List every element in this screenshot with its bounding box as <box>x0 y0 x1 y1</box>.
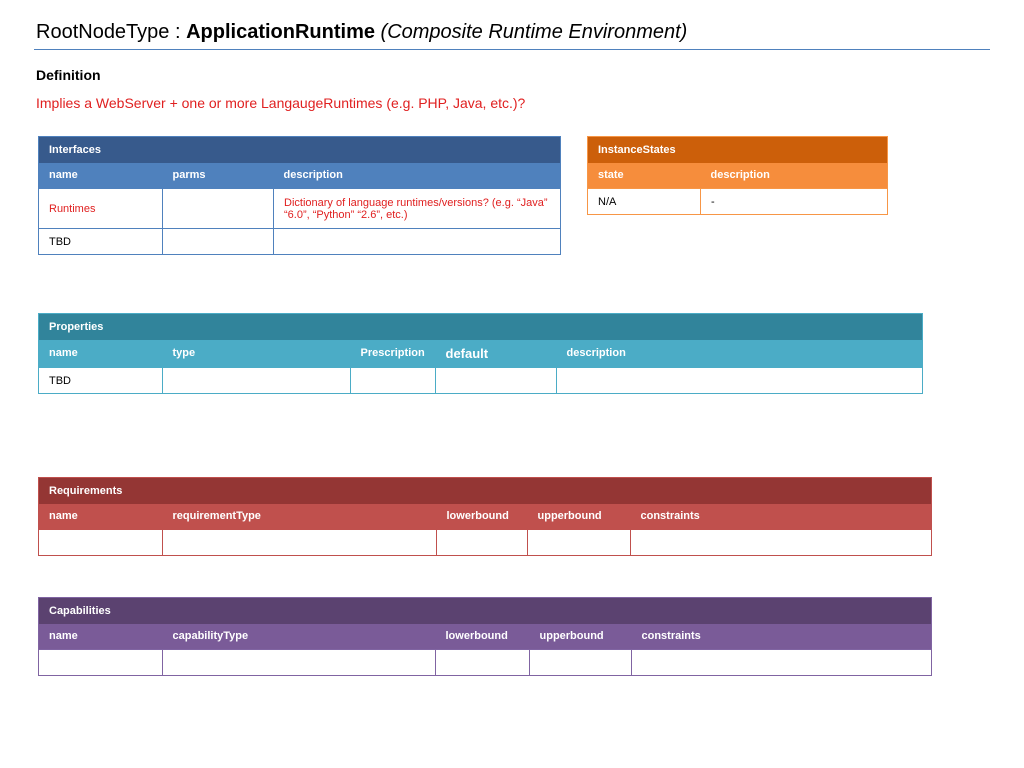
properties-title-row <box>39 314 923 340</box>
title-node-type-name: ApplicationRuntime <box>186 21 375 43</box>
table-row <box>39 189 561 229</box>
table-cell <box>557 368 923 394</box>
table-cell <box>436 368 557 394</box>
requirements-header-row <box>39 504 932 530</box>
column-header: lowerbound <box>436 624 530 650</box>
table-cell <box>351 368 436 394</box>
interfaces-table <box>38 136 561 255</box>
table-row <box>588 189 888 215</box>
properties-table <box>38 313 923 394</box>
table-cell: - <box>701 189 888 215</box>
definition-text: Implies a WebServer + one or more LangaugeRuntimes (e.g. PHP, Java, etc.)? <box>36 95 526 111</box>
table-cell <box>436 650 530 676</box>
table-cell <box>39 650 163 676</box>
column-header: name <box>39 504 163 530</box>
column-header: upperbound <box>530 624 632 650</box>
table-cell <box>163 368 351 394</box>
table-cell: N/A <box>588 189 701 215</box>
column-header: description <box>274 163 561 189</box>
capabilities-table <box>38 597 932 676</box>
requirements-table <box>38 477 932 556</box>
column-header: Prescription <box>351 340 436 368</box>
column-header: upperbound <box>528 504 631 530</box>
column-header: constraints <box>632 624 932 650</box>
instance-states-header-row <box>588 163 888 189</box>
instance-states-title: InstanceStates <box>588 137 888 163</box>
table-cell: Runtimes <box>39 189 163 229</box>
interfaces-title-row <box>39 137 561 163</box>
table-cell: TBD <box>39 368 163 394</box>
properties-title: Properties <box>39 314 923 340</box>
column-header: default <box>436 340 557 368</box>
table-cell <box>163 650 436 676</box>
definition-heading: Definition <box>36 67 101 83</box>
table-cell <box>163 530 437 556</box>
column-header: name <box>39 624 163 650</box>
table-cell <box>437 530 528 556</box>
title-subtitle: (Composite Runtime Environment) <box>380 21 688 43</box>
title-divider <box>34 49 990 50</box>
instance-states-table <box>587 136 888 215</box>
table-cell: TBD <box>39 229 163 255</box>
requirements-title: Requirements <box>39 478 932 504</box>
interfaces-title: Interfaces <box>39 137 561 163</box>
properties-header-row <box>39 340 923 368</box>
interfaces-header-row <box>39 163 561 189</box>
table-cell <box>274 229 561 255</box>
title-prefix: RootNodeType : <box>36 21 187 43</box>
column-header: state <box>588 163 701 189</box>
column-header: description <box>701 163 888 189</box>
table-row <box>39 650 932 676</box>
table-cell <box>528 530 631 556</box>
table-row <box>39 530 932 556</box>
column-header: description <box>557 340 923 368</box>
page-title <box>36 19 687 45</box>
column-header: parms <box>163 163 274 189</box>
table-cell <box>39 530 163 556</box>
column-header: lowerbound <box>437 504 528 530</box>
column-header: type <box>163 340 351 368</box>
column-header: name <box>39 340 163 368</box>
column-header: constraints <box>631 504 932 530</box>
table-cell <box>632 650 932 676</box>
instance-states-title-row <box>588 137 888 163</box>
capabilities-title: Capabilities <box>39 598 932 624</box>
capabilities-header-row <box>39 624 932 650</box>
column-header: capabilityType <box>163 624 436 650</box>
table-cell <box>163 229 274 255</box>
capabilities-title-row <box>39 598 932 624</box>
column-header: name <box>39 163 163 189</box>
table-row <box>39 368 923 394</box>
table-row <box>39 229 561 255</box>
table-cell <box>631 530 932 556</box>
table-cell: Dictionary of language runtimes/versions? (e.g. “Java” “6.0”, “Python” “2.6”, etc.) <box>274 189 561 229</box>
table-cell <box>163 189 274 229</box>
table-cell <box>530 650 632 676</box>
column-header: requirementType <box>163 504 437 530</box>
requirements-title-row <box>39 478 932 504</box>
